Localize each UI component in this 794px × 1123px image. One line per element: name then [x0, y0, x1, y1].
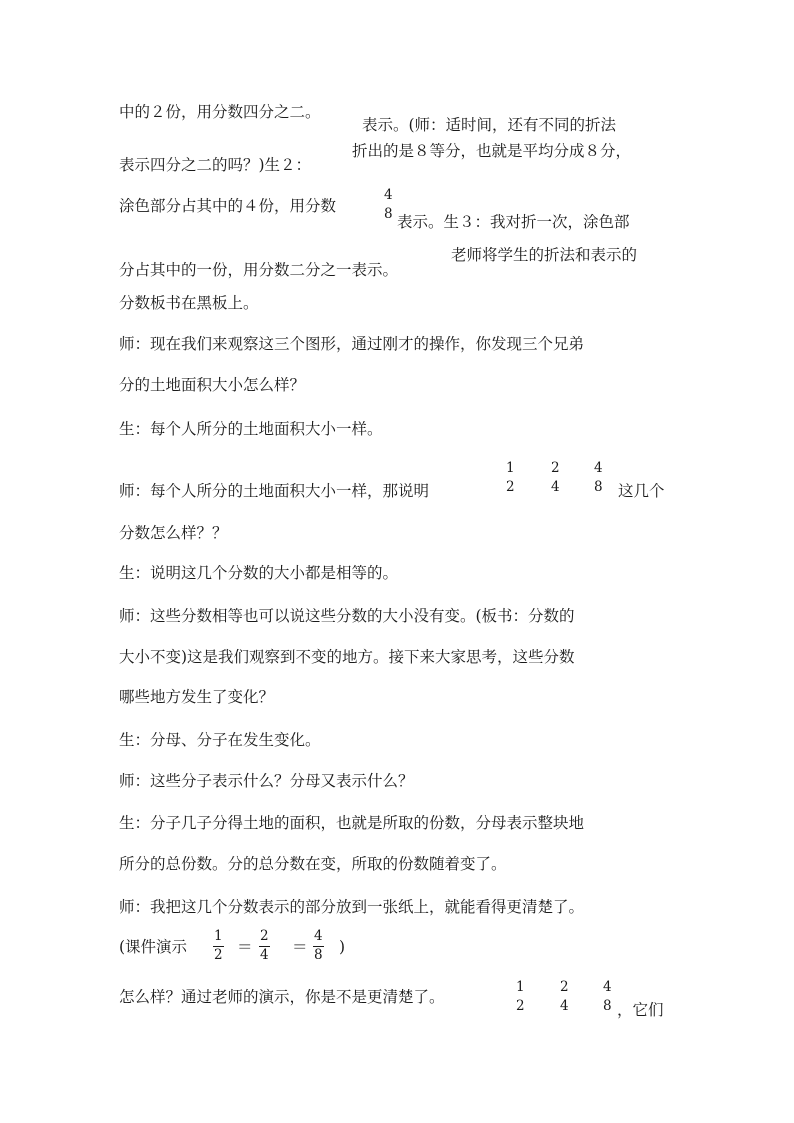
- text-line: (课件演示: [119, 938, 188, 956]
- fraction-numerator: 2: [560, 979, 569, 995]
- text-line: 师：我把这几个分数表示的部分放到一张纸上，就能看得更清楚了。: [119, 898, 585, 916]
- fraction-numerator: 4: [384, 187, 393, 203]
- text-line: 分占其中的一份，用分数二分之一表示。: [119, 261, 399, 279]
- fraction-numerator: 4: [603, 979, 612, 995]
- text-line: 表示。生３：我对折一次，涂色部: [397, 213, 630, 231]
- fraction-numerator: 1: [516, 979, 525, 995]
- fraction-denominator: 8: [603, 997, 612, 1014]
- fraction-4-8: [602, 981, 613, 1013]
- fraction-1-2: [213, 930, 224, 962]
- fraction-denominator: 2: [506, 478, 515, 495]
- text-line: 中的２份，用分数四分之二。: [119, 103, 321, 121]
- text-line: 表示。(师：适时间，还有不同的折法: [362, 116, 617, 134]
- fraction-denominator: 4: [560, 997, 569, 1014]
- text-line: 折出的是８等分，也就是平均分成８分，: [352, 142, 632, 160]
- text-line: 生：分子几子分得土地的面积，也就是所取的份数，分母表示整块地: [119, 814, 585, 832]
- text-line: 分的土地面积大小怎么样？: [119, 376, 306, 394]
- equals-sign: ＝: [237, 938, 253, 956]
- fraction-1-2: [505, 462, 516, 494]
- text-line: 师：这些分子表示什么？分母又表示什么？: [119, 772, 414, 790]
- text-line: 分数怎么样？？: [119, 524, 228, 542]
- fraction-numerator: 4: [313, 930, 324, 947]
- fraction-denominator: 2: [214, 946, 223, 963]
- fraction-numerator: 1: [213, 930, 224, 947]
- fraction-numerator: 1: [506, 460, 515, 476]
- fraction-4-8: [313, 930, 324, 962]
- fraction-denominator: 4: [551, 478, 560, 495]
- text-line: 师：这些分数相等也可以说这些分数的大小没有变。(板书：分数的: [119, 607, 575, 625]
- text-line: 师：每个人所分的土地面积大小一样，那说明: [119, 482, 430, 500]
- text-line: 生：说明这几个分数的大小都是相等的。: [119, 564, 399, 582]
- fraction-denominator: 8: [314, 946, 323, 963]
- text-line: 老师将学生的折法和表示的: [451, 246, 638, 264]
- text-line: 大小不变)这是我们观察到不变的地方。接下来大家思考，这些分数: [119, 648, 575, 666]
- fraction-1-2: [515, 981, 526, 1013]
- fraction-4-8: [593, 462, 604, 494]
- text-line: 哪些地方发生了变化？: [119, 688, 275, 706]
- text-line: 这几个: [618, 482, 665, 500]
- text-line: 怎么样？通过老师的演示，你是不是更清楚了。: [119, 988, 445, 1006]
- text-line: 生：每个人所分的土地面积大小一样。: [119, 420, 383, 438]
- fraction-numerator: 2: [259, 930, 270, 947]
- fraction-denominator: 4: [260, 946, 269, 963]
- text-line: 涂色部分占其中的４份，用分数: [119, 197, 337, 215]
- text-line: ，它们: [617, 1001, 664, 1019]
- text-line: 生：分母、分子在发生变化。: [119, 731, 321, 749]
- fraction-2-4: [559, 981, 570, 1013]
- text-line: 表示四分之二的吗？)生２：: [119, 156, 312, 174]
- fraction-numerator: 2: [551, 460, 560, 476]
- equals-sign: ＝: [292, 938, 308, 956]
- fraction-denominator: 8: [594, 478, 603, 495]
- text-line: ): [339, 938, 346, 956]
- text-line: 所分的总份数。分的总分数在变，所取的份数随着变了。: [119, 855, 507, 873]
- text-line: 分数板书在黑板上。: [119, 294, 259, 312]
- fraction-2-4: [259, 930, 270, 962]
- fraction-4-8: [383, 189, 394, 221]
- fraction-denominator: 8: [384, 205, 393, 222]
- fraction-numerator: 4: [594, 460, 603, 476]
- fraction-denominator: 2: [516, 997, 525, 1014]
- text-line: 师：现在我们来观察这三个图形，通过刚才的操作，你发现三个兄弟: [119, 335, 585, 353]
- fraction-2-4: [550, 462, 561, 494]
